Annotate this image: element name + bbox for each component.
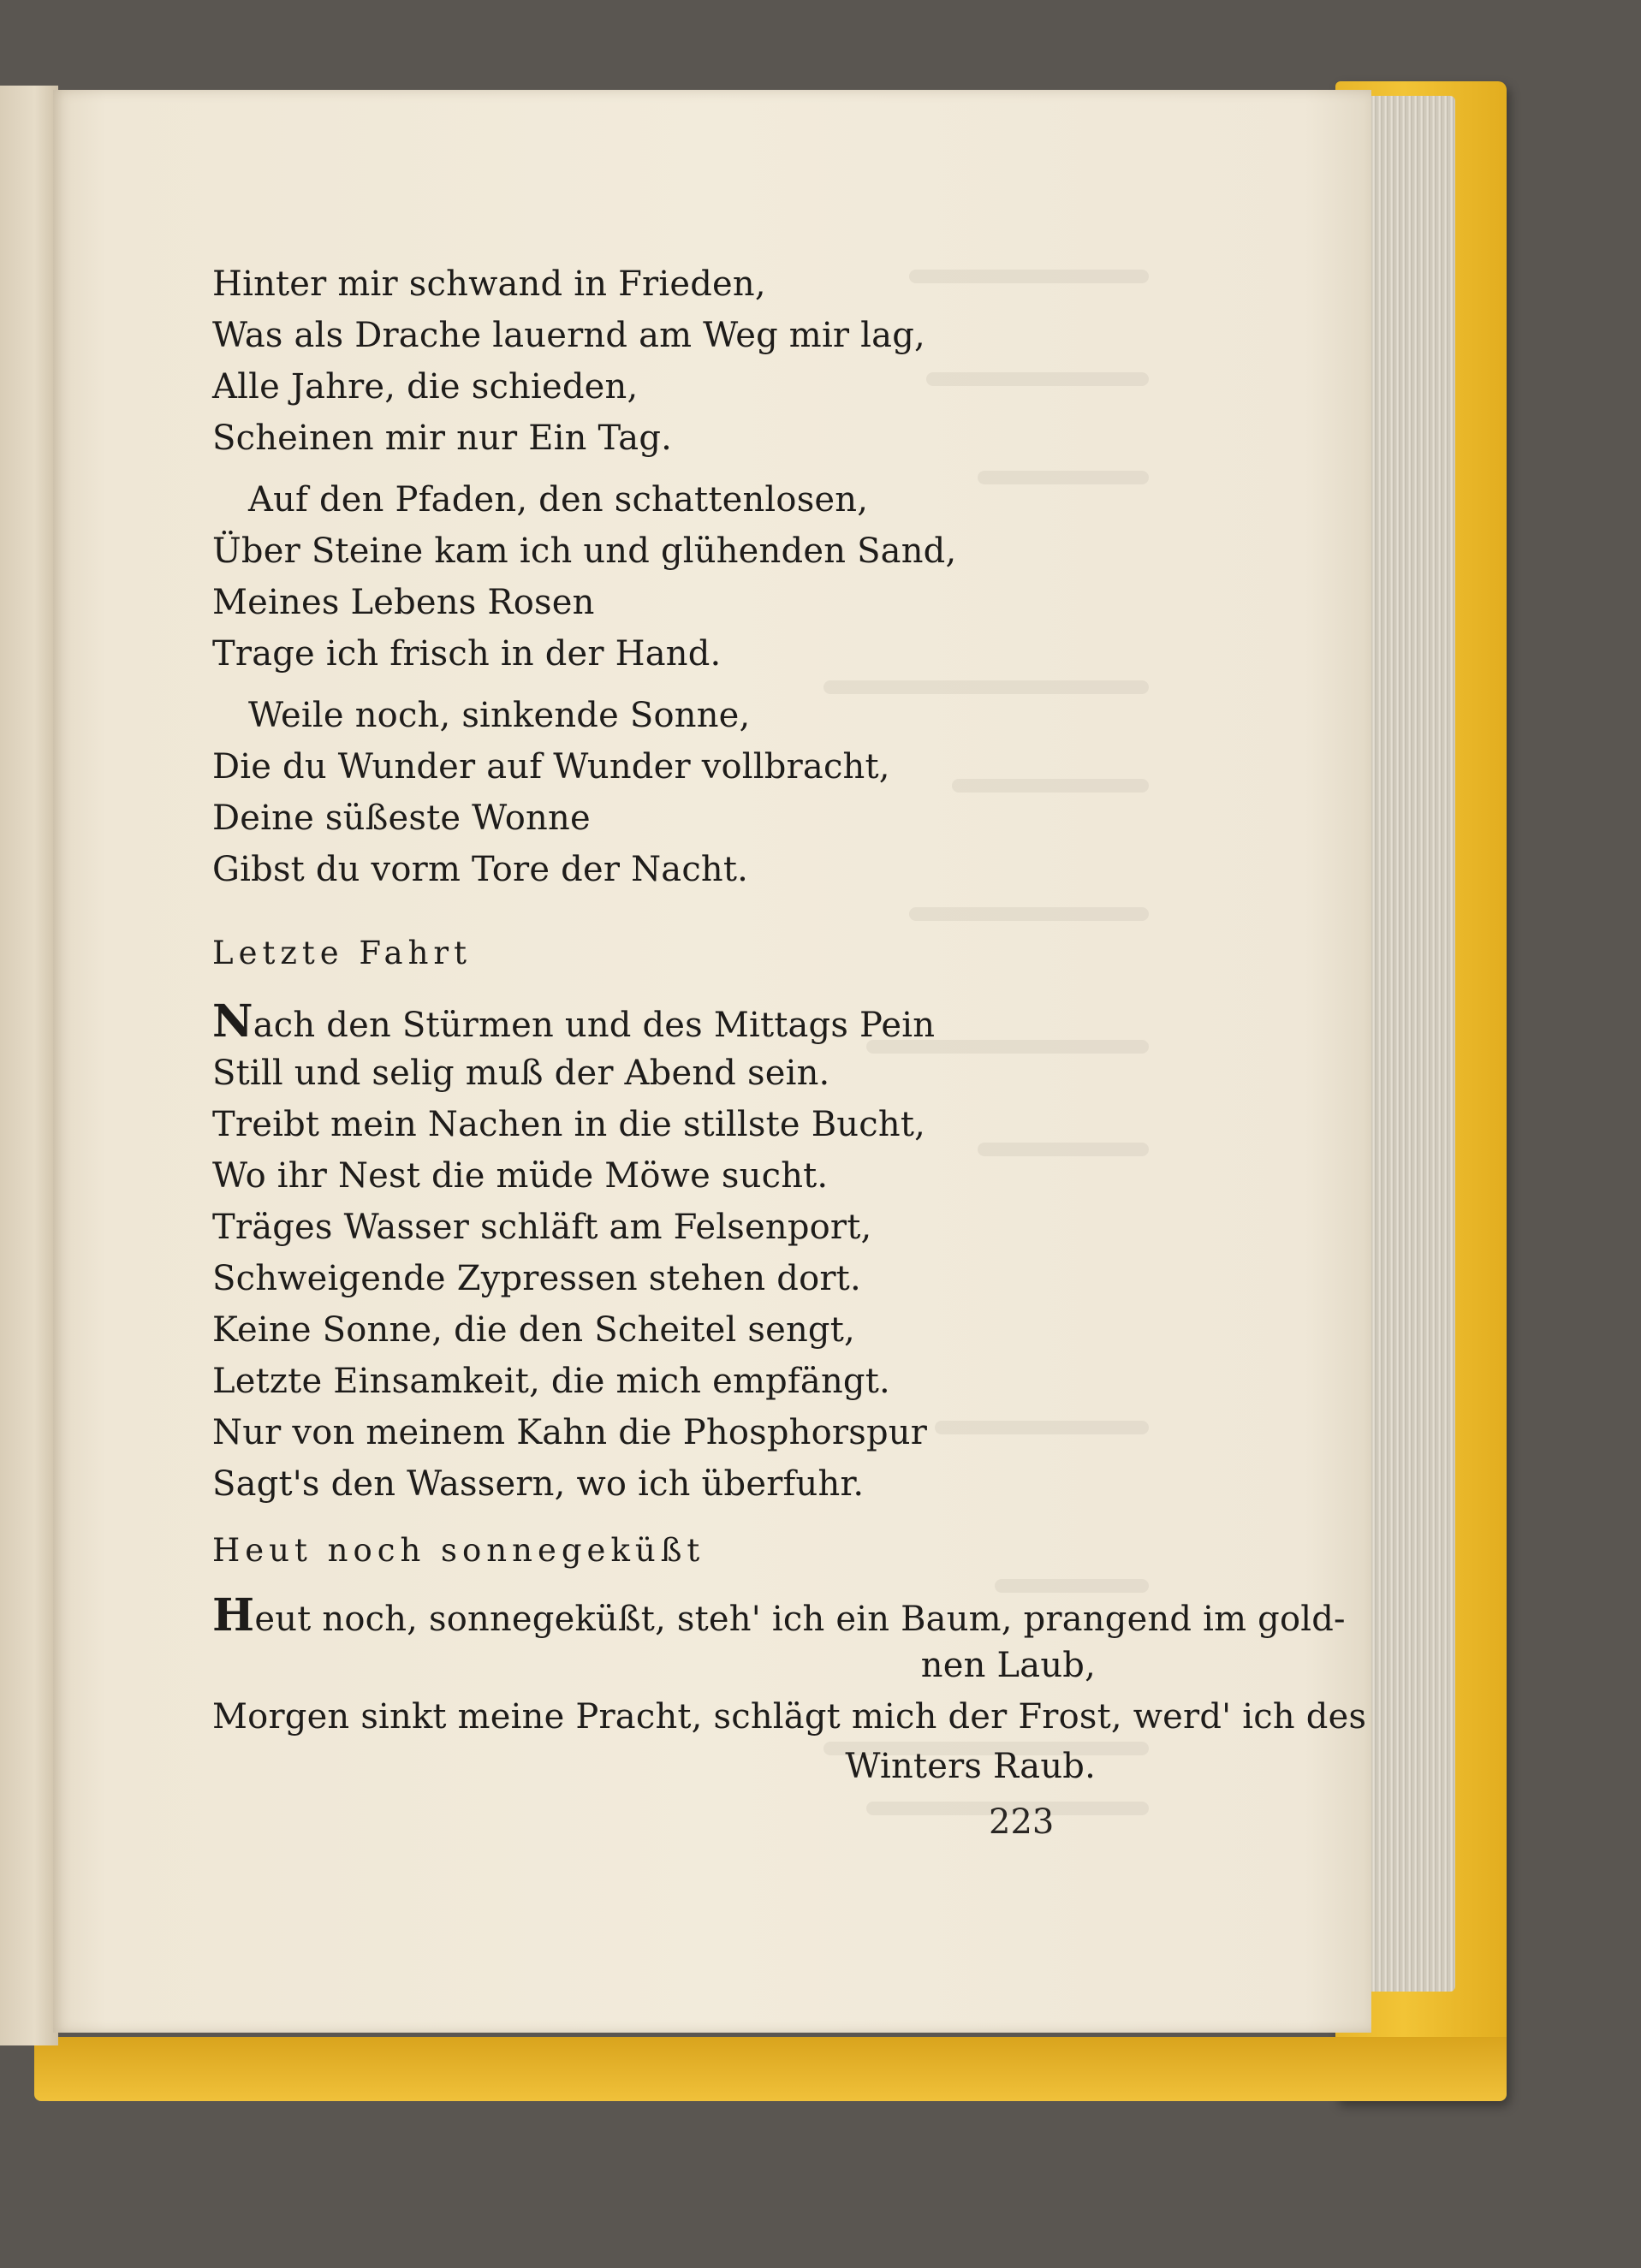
book-cover-bottom-edge <box>34 2037 1507 2101</box>
verse-line-first <box>212 1589 1346 1642</box>
verse-line: Nur von meinem Kahn die Phosphorspur <box>212 1413 928 1452</box>
verse-line: Wo ihr Nest die müde Möwe sucht. <box>212 1156 829 1196</box>
verse-line: Still und selig muß der Abend sein. <box>212 1054 830 1093</box>
verse-line-continuation: Winters Raub. <box>845 1747 1096 1786</box>
verse-line: Keine Sonne, die den Scheitel sengt, <box>212 1310 855 1350</box>
verse-line: Letzte Einsamkeit, die mich empfängt. <box>212 1362 890 1401</box>
verse-line: Träges Wasser schläft am Felsenport, <box>212 1208 872 1247</box>
verse-line: Trage ich frisch in der Hand. <box>212 634 722 674</box>
verse-line: Morgen sinkt meine Pracht, schlägt mich der Frost, werd' ich des <box>212 1697 1367 1737</box>
verse-line: Gibst du vorm Tore der Nacht. <box>212 850 749 889</box>
drop-cap: H <box>212 1589 255 1642</box>
verse-line: Hinter mir schwand in Frieden, <box>212 264 766 304</box>
verse-line: Weile noch, sinkende Sonne, <box>248 696 751 735</box>
verse-line: Treibt mein Nachen in die stillste Bucht, <box>212 1105 926 1144</box>
verse-line: Meines Lebens Rosen <box>212 583 595 622</box>
verse-line: Alle Jahre, die schieden, <box>212 367 639 407</box>
verse-line-first <box>212 995 936 1048</box>
poem-title: Letzte Fahrt <box>212 935 472 971</box>
verse-line: Scheinen mir nur Ein Tag. <box>212 419 673 458</box>
verse-line-continuation: nen Laub, <box>920 1646 1096 1685</box>
verse-line: Über Steine kam ich und glühenden Sand, <box>212 531 957 571</box>
page-number: 223 <box>989 1802 1055 1842</box>
verse-line: Deine süßeste Wonne <box>212 799 591 838</box>
poem-title: Heut noch sonnegeküßt <box>212 1532 705 1569</box>
verse-line: Die du Wunder auf Wunder vollbracht, <box>212 747 890 787</box>
verse-line: Auf den Pfaden, den schattenlosen, <box>248 480 869 520</box>
page-stack-edge <box>1365 96 1455 1992</box>
verse-line: Schweigende Zypressen stehen dort. <box>212 1259 861 1298</box>
drop-cap: N <box>212 995 253 1048</box>
verse-line-rest: ach den Stürmen und des Mittags Pein <box>253 1006 936 1045</box>
verse-line: Was als Drache lauernd am Weg mir lag, <box>212 316 925 355</box>
verse-line: Sagt's den Wassern, wo ich überfuhr. <box>212 1464 865 1504</box>
previous-page-edge <box>0 86 58 2045</box>
verse-line-rest: eut noch, sonnegeküßt, steh' ich ein Baum, prangend im gold- <box>254 1600 1346 1639</box>
